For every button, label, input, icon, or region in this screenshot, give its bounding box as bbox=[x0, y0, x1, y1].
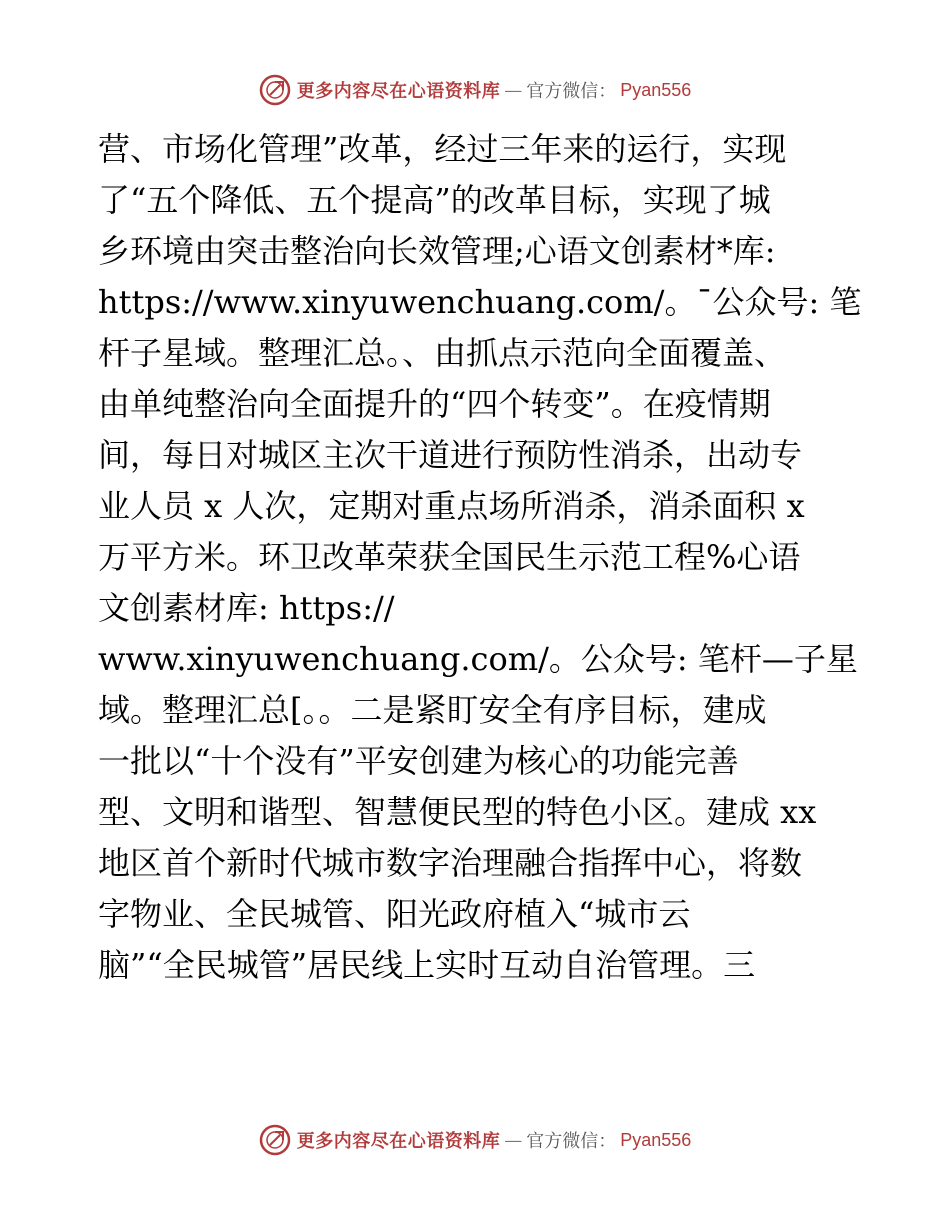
watermark-wechat-label: 官方微信： bbox=[526, 81, 617, 102]
text-line: https://www.xinyuwenchuang.com/。¯公众号: 笔 bbox=[98, 283, 862, 321]
text-line: 乡环境由突击整治向长效管理;心语文创素材*库: bbox=[98, 232, 776, 270]
watermark-wechat-label: 官方微信： bbox=[526, 1131, 617, 1152]
watermark-separator: — bbox=[504, 1129, 523, 1151]
document-body bbox=[98, 124, 878, 991]
text-line: 脑”“全民城管”居民线上实时互动自治管理。三 bbox=[98, 946, 756, 984]
text-line: 由单纯整治向全面提升的“四个转变”。在疫情期 bbox=[98, 385, 771, 423]
watermark-wechat-id: Pyan556 bbox=[620, 1129, 692, 1150]
watermark-main-text: 更多内容尽在心语资料库 bbox=[296, 81, 501, 102]
text-line: 杆子星域。整理汇总。、由抓点示范向全面覆盖、 bbox=[98, 334, 787, 372]
header-watermark bbox=[0, 70, 950, 110]
text-line: 一批以“十个没有”平安创建为核心的功能完善 bbox=[98, 742, 739, 780]
text-line: 万平方米。环卫改革荣获全国民生示范工程%心语 bbox=[98, 538, 801, 576]
text-line: 字物业、全民城管、阳光政府植入“城市云 bbox=[98, 895, 691, 933]
text-line: 地区首个新时代城市数字治理融合指挥中心，将数 bbox=[98, 844, 803, 882]
text-line: 域。整理汇总[。。二是紧盯安全有序目标，建成 bbox=[98, 691, 767, 729]
footer-watermark bbox=[0, 1120, 950, 1160]
text-line: 业人员 x 人次，定期对重点场所消杀，消杀面积 x bbox=[98, 487, 805, 525]
text-line: 了“五个降低、五个提高”的改革目标，实现了城 bbox=[98, 181, 771, 219]
text-line: www.xinyuwenchuang.com/。公众号: 笔杆—子星 bbox=[98, 640, 858, 678]
text-line: 文创素材库: https:// bbox=[98, 589, 395, 627]
seal-logo-icon bbox=[259, 74, 291, 106]
watermark-wechat-id: Pyan556 bbox=[620, 79, 692, 100]
watermark-main-text: 更多内容尽在心语资料库 bbox=[296, 1131, 501, 1152]
watermark-separator: — bbox=[504, 79, 523, 101]
text-line: 型、文明和谐型、智慧便民型的特色小区。建成 xx bbox=[98, 793, 817, 831]
text-line: 间，每日对城区主次干道进行预防性消杀，出动专 bbox=[98, 436, 803, 474]
text-line: 营、市场化管理”改革，经过三年来的运行，实现 bbox=[98, 130, 787, 168]
seal-logo-icon bbox=[259, 1124, 291, 1156]
